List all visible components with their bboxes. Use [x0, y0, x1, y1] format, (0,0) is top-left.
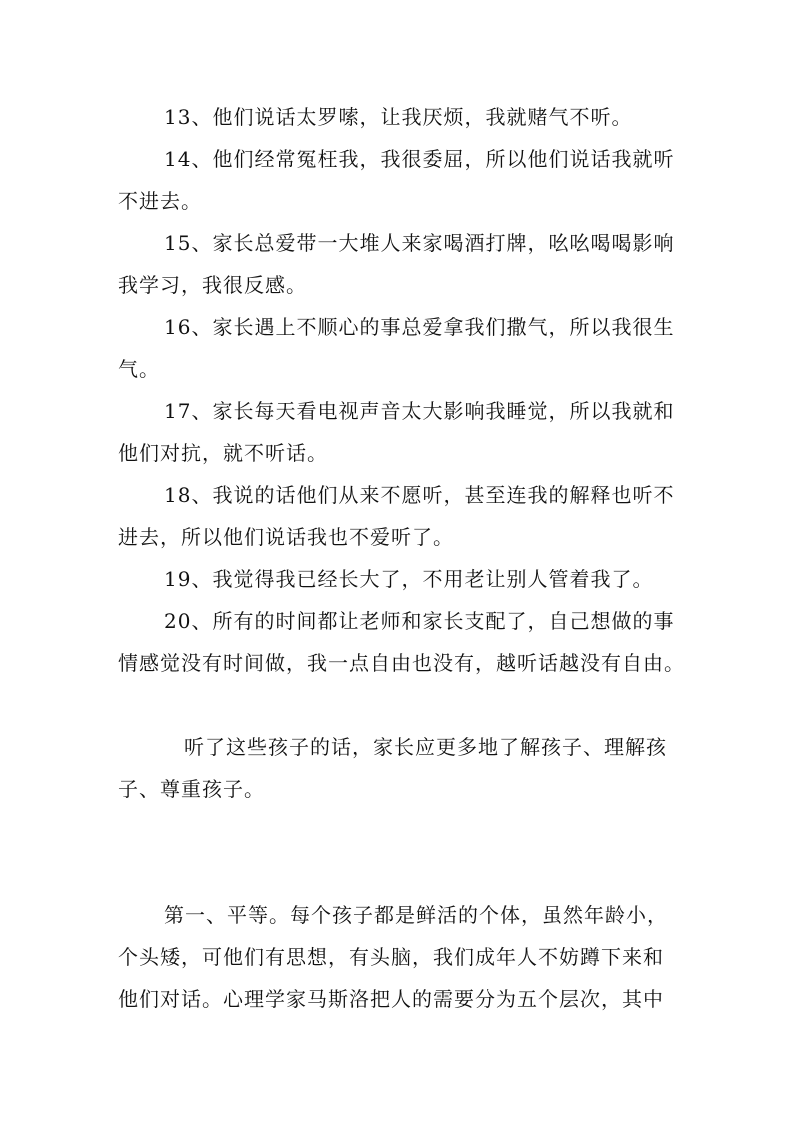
text-line-16: 16、家长遇上不顺心的事总爱拿我们撒气，所以我很生	[164, 315, 675, 339]
text-line-14: 14、他们经常冤枉我，我很委屈，所以他们说话我就听	[164, 147, 675, 171]
text-line-17-cont: 他们对抗，就不听话。	[118, 441, 328, 465]
section-first-cont-1: 个头矮，可他们有思想，有头脑，我们成年人不妨蹲下来和	[118, 945, 664, 969]
text-line-15: 15、家长总爱带一大堆人来家喝酒打牌，吆吆喝喝影响	[164, 231, 675, 255]
text-line-20-cont: 情感觉没有时间做，我一点自由也没有，越听话越没有自由。	[118, 651, 685, 675]
text-line-20: 20、所有的时间都让老师和家长支配了，自己想做的事	[164, 609, 675, 633]
text-line-19: 19、我觉得我已经长大了，不用老让别人管着我了。	[164, 567, 654, 591]
summary-paragraph: 听了这些孩子的话，家长应更多地了解孩子、理解孩	[184, 735, 667, 759]
text-line-14-cont: 不进去。	[118, 189, 202, 213]
text-line-13: 13、他们说话太罗嗦，让我厌烦，我就赌气不听。	[164, 105, 633, 129]
section-first-cont-2: 他们对话。心理学家马斯洛把人的需要分为五个层次，其中	[118, 987, 664, 1011]
summary-paragraph-cont: 子、尊重孩子。	[118, 777, 265, 801]
text-line-17: 17、家长每天看电视声音太大影响我睡觉，所以我就和	[164, 399, 675, 423]
text-line-18: 18、我说的话他们从来不愿听，甚至连我的解释也听不	[164, 483, 675, 507]
section-first-equality: 第一、平等。每个孩子都是鲜活的个体，虽然年龄小，	[164, 903, 668, 927]
text-line-18-cont: 进去，所以他们说话我也不爱听了。	[118, 525, 454, 549]
text-line-16-cont: 气。	[118, 357, 160, 381]
text-line-15-cont: 我学习，我很反感。	[118, 273, 307, 297]
